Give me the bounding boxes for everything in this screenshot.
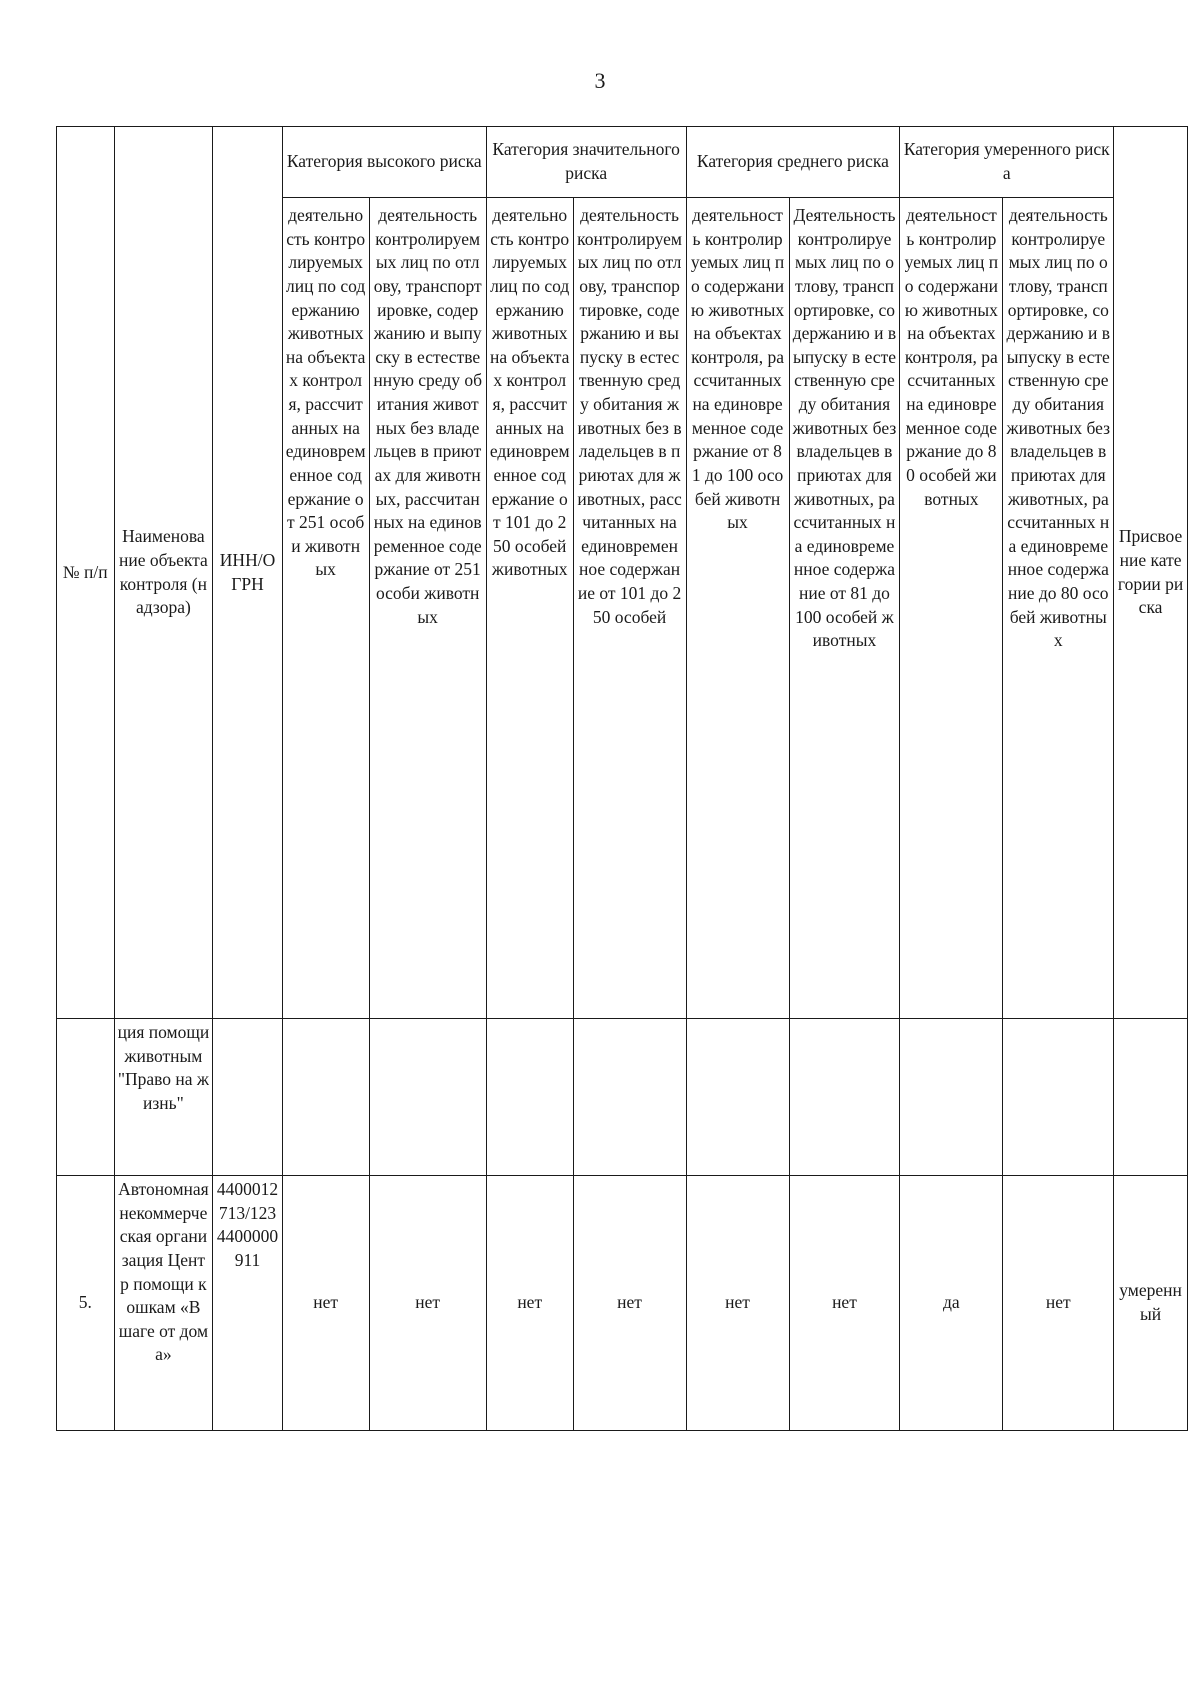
table-cell [573,1019,686,1176]
table-cell [789,1019,900,1176]
header-num: № п/п [57,127,115,1019]
table-cell [686,1019,789,1176]
row-value-3: нет [486,1176,573,1431]
header-sub-8: деятельность контролируемых лиц по отлову, транспортировке, содержанию и выпуску в естественную среду обитания животных без владельцев в приютах для животных, рассчитанных на единовременное содержание до 80 особей животных [1003,198,1114,1019]
header-category-high: Категория высокого риска [282,127,486,198]
header-inn: ИНН/ОГРН [213,127,282,1019]
row-value-4: нет [573,1176,686,1431]
header-category-significant: Категория значительного риска [486,127,686,198]
header-sub-4: деятельность контролируемых лиц по отлову, транспортировке, содержанию и выпуску в естественную среду обитания животных без владельцев в приютах для животных, рассчитанных на единовременное содержание от 101 до 250 особей [573,198,686,1019]
header-sub-5: деятельность контролируемых лиц по содержанию животных на объектах контроля, рассчитанных на единовременное содержание от 81 до 100 особей животных [686,198,789,1019]
table-cell [213,1019,282,1176]
table-cell [1114,1019,1188,1176]
row-value-1: нет [282,1176,369,1431]
row-name: Автономная некоммерческая организация Центр помощи кошкам «В шаге от дома» [114,1176,213,1431]
header-sub-1: деятельность контролируемых лиц по содержанию животных на объектах контроля, рассчитанных на единовременное содержание от 251 особи животных [282,198,369,1019]
header-sub-6: Деятельность контролируемых лиц по отлову, транспортировке, содержанию и выпуску в естественную среду обитания животных без владельцев в приютах для животных, рассчитанных на единовременное содержание от 81 до 100 особей животных [789,198,900,1019]
row-value-2: нет [369,1176,486,1431]
risk-category-table [56,126,1188,1431]
page-number: 3 [594,68,606,93]
header-sub-2: деятельность контролируемых лиц по отлову, транспортировке, содержанию и выпуску в естественную среду обитания животных без владельцев в приютах для животных, рассчитанных на единовременное содержание от 251 особи животных [369,198,486,1019]
header-sub-3: деятельность контролируемых лиц по содержанию животных на объектах контроля, рассчитанных на единовременное содержание от 101 до 250 особей животных [486,198,573,1019]
header-row-categories [57,127,1188,198]
row-value-6: нет [789,1176,900,1431]
table-cell [900,1019,1003,1176]
row-value-8: нет [1003,1176,1114,1431]
table-row-continuation [57,1019,1188,1176]
table-cell [57,1019,115,1176]
header-name: Наименование объекта контроля (надзора) [114,127,213,1019]
row-value-7: да [900,1176,1003,1431]
row-inn: 4400012713/1234400000911 [213,1176,282,1431]
header-assigned: Присвоение категории риска [1114,127,1188,1019]
row-num: 5. [57,1176,115,1431]
continuation-name: ция помощи животным "Право на жизнь" [114,1019,213,1176]
table-cell [1003,1019,1114,1176]
header-category-medium: Категория среднего риска [686,127,900,198]
table-cell [282,1019,369,1176]
table-cell [486,1019,573,1176]
row-assigned: умеренный [1114,1176,1188,1431]
header-sub-7: деятельность контролируемых лиц по содержанию животных на объектах контроля, рассчитанных на единовременное содержание до 80 особей животных [900,198,1003,1019]
row-value-5: нет [686,1176,789,1431]
table-cell [369,1019,486,1176]
header-category-moderate: Категория умеренного риска [900,127,1114,198]
table-row-5 [57,1176,1188,1431]
